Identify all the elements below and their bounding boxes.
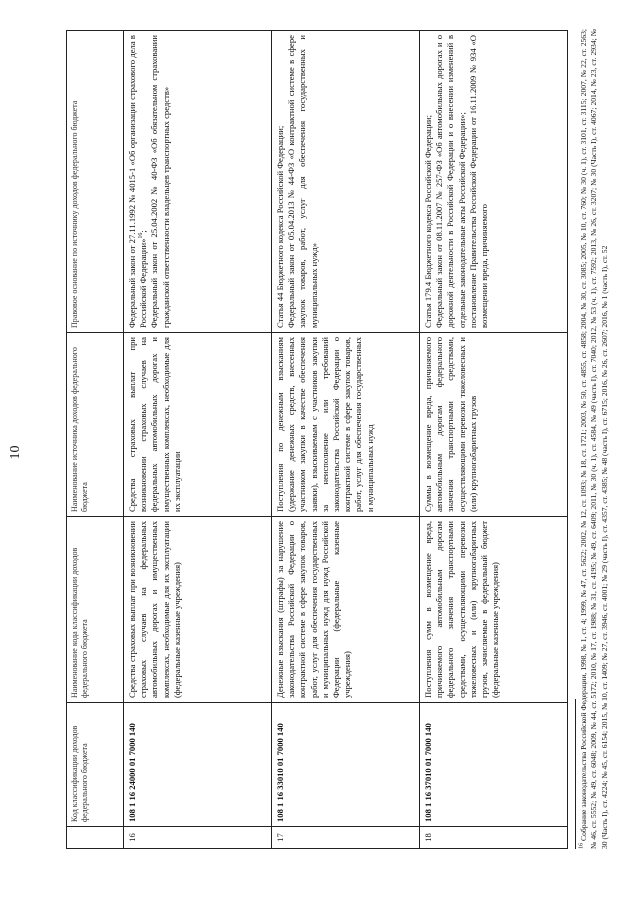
table-header-row — [67, 31, 124, 849]
legal-basis-text: Статья 44 Бюджетного кодекса Российской Федерации; Федеральный закон от 05.04.2013 № 44-ФЗ «О контрактной системе в сфере закупок товаров, работ, услуг для обеспечения государственных и муниципальных нужд» — [275, 35, 319, 328]
header-code: Код классификации доходов федерального бюджета — [67, 703, 124, 827]
row-number: 18 — [420, 827, 568, 849]
income-table — [66, 30, 568, 849]
legal-basis-text: Федеральный закон от 27.11.1992 № 4015-1 «Об организации страхового дела в Российской Федерации» — [127, 35, 149, 328]
row-legal-basis — [420, 31, 568, 333]
table-row — [272, 31, 420, 849]
footnote — [579, 29, 610, 849]
row-name-source: Поступления по денежным взысканиям (удержание денежных средств, внесенных участником закупки в качестве обеспечения заявки), взыскиваемым с участников закупки за неисполнение или требований законодательства Российской Федерации о контрактной системе в сфере закупок товаров, работ, услуг для обеспечения государственных и муниципальных нужд — [272, 333, 420, 517]
table-row — [124, 31, 272, 849]
legal-basis-text-cont: ; Федеральный закон от 25.04.2002 № 40-ФЗ «Об обязательном страховании гражданской ответственности владельцев транспортных средств» — [138, 35, 171, 328]
row-code: 108 1 16 37010 01 7000 140 — [420, 703, 568, 827]
row-name-source: Суммы в возмещение вреда, причиняемого автомобильным дорогам федерального значения транспортными средствами, осуществляющими перевозки тяжеловесных и (или) крупногабаритных грузов — [420, 333, 568, 517]
table-row — [420, 31, 568, 849]
row-number: 17 — [272, 827, 420, 849]
row-code: 108 1 16 24000 01 7000 140 — [124, 703, 272, 827]
header-num — [67, 827, 124, 849]
footnote-marker: 16 — [578, 843, 585, 849]
header-name-code: Наименование кода классификации доходов федерального бюджета — [67, 517, 124, 703]
row-name-code: Средства страховых выплат при возникновении страховых случаев на федеральных автомобильных дорогах и имущественных комплексах, необходимые для их эксплуатации (федеральные казенные учреждения) — [124, 517, 272, 703]
legal-basis-text: Статья 179.4 Бюджетного кодекса Российской Федерации; Федеральный закон от 08.11.2007 № 257-ФЗ «Об автомобильных дорогах и о дорожной деятельности в Российской Федерации и о внесении изменений в отдельные законодательные акты Российской Федерации»; постановление Правительства Российской Федерации от 16.11.2009 № 934 «О возмещении вреда, причиняемого — [423, 35, 490, 328]
header-legal-basis: Правовое основание по источнику доходов федерального бюджета — [67, 31, 124, 333]
row-number: 16 — [124, 827, 272, 849]
row-legal-basis — [272, 31, 420, 333]
row-name-source: Средства страховых выплат при возникновении страховых случаев на федеральных автомобильных дорогах и имущественных комплексах, необходимые для их эксплуатации — [124, 333, 272, 517]
page-number: 10 — [8, 445, 23, 460]
row-legal-basis — [124, 31, 272, 333]
row-code: 108 1 16 33010 01 7000 140 — [272, 703, 420, 827]
row-name-code: Поступления сумм в возмещение вреда, причиняемого автомобильным дорогам федерального значения транспортными средствами, осуществляющими перевозки тяжеловесных и (или) крупногабаритных грузов, зачисляемые в федеральный бюджет (федеральные казенные учреждения) — [420, 517, 568, 703]
header-name-source: Наименование источника доходов федерального бюджета — [67, 333, 124, 517]
footnote-divider — [575, 699, 576, 849]
row-name-code: Денежные взыскания (штрафы) за нарушение законодательства Российской Федерации о контрактной системе в сфере закупок товаров, работ, услуг для обеспечения государственных и муниципальных нужд для нужд Российской Федерации (федеральные казенные учреждения) — [272, 517, 420, 703]
footnote-ref: 16 — [138, 232, 145, 239]
footnote-text: Собрание законодательства Российской Федерации, 1998, № 1, ст. 4; 1999, № 47, ст. 5622; 2002, № 12, ст. 1093; № 18, ст. 1721; 2003, № 50, ст. 4855, ст. 4858; 2004, № 30, ст. 3085; 2005, № 10, ст. 760; № 30 (ч. 1), ст. 3101, ст. 3115; 2007, № 22, ст. 2563; № 46, ст. 5552; № 49, ст. 6048; 2009, № 44, ст. 5172; 2010, № 17, ст. 1988; № 31, ст. 4195; № 49, ст. 6409; 2011, № 30 (ч. 1), ст. 4584, № 49 (часть I), ст. 7040; 2012, № 53 (ч. 1), ст. 7592; 2013, № 26, ст. 3207; № 30 (Часть I), ст. 4067; 2014, № 23, ст. 2934; № 30 (Часть I), ст. 4224; № 45, ст. 6154; 2015, № 10, ст. 1409; № 27, ст. 3946, ст. 4001; № 29 (часть I), ст. 4357, ст. 4385; № 48 (часть I), ст. 6715; 2016, № 26, ст. 2607; 2016, № 1 (часть I), ст. 52 — [579, 29, 609, 849]
